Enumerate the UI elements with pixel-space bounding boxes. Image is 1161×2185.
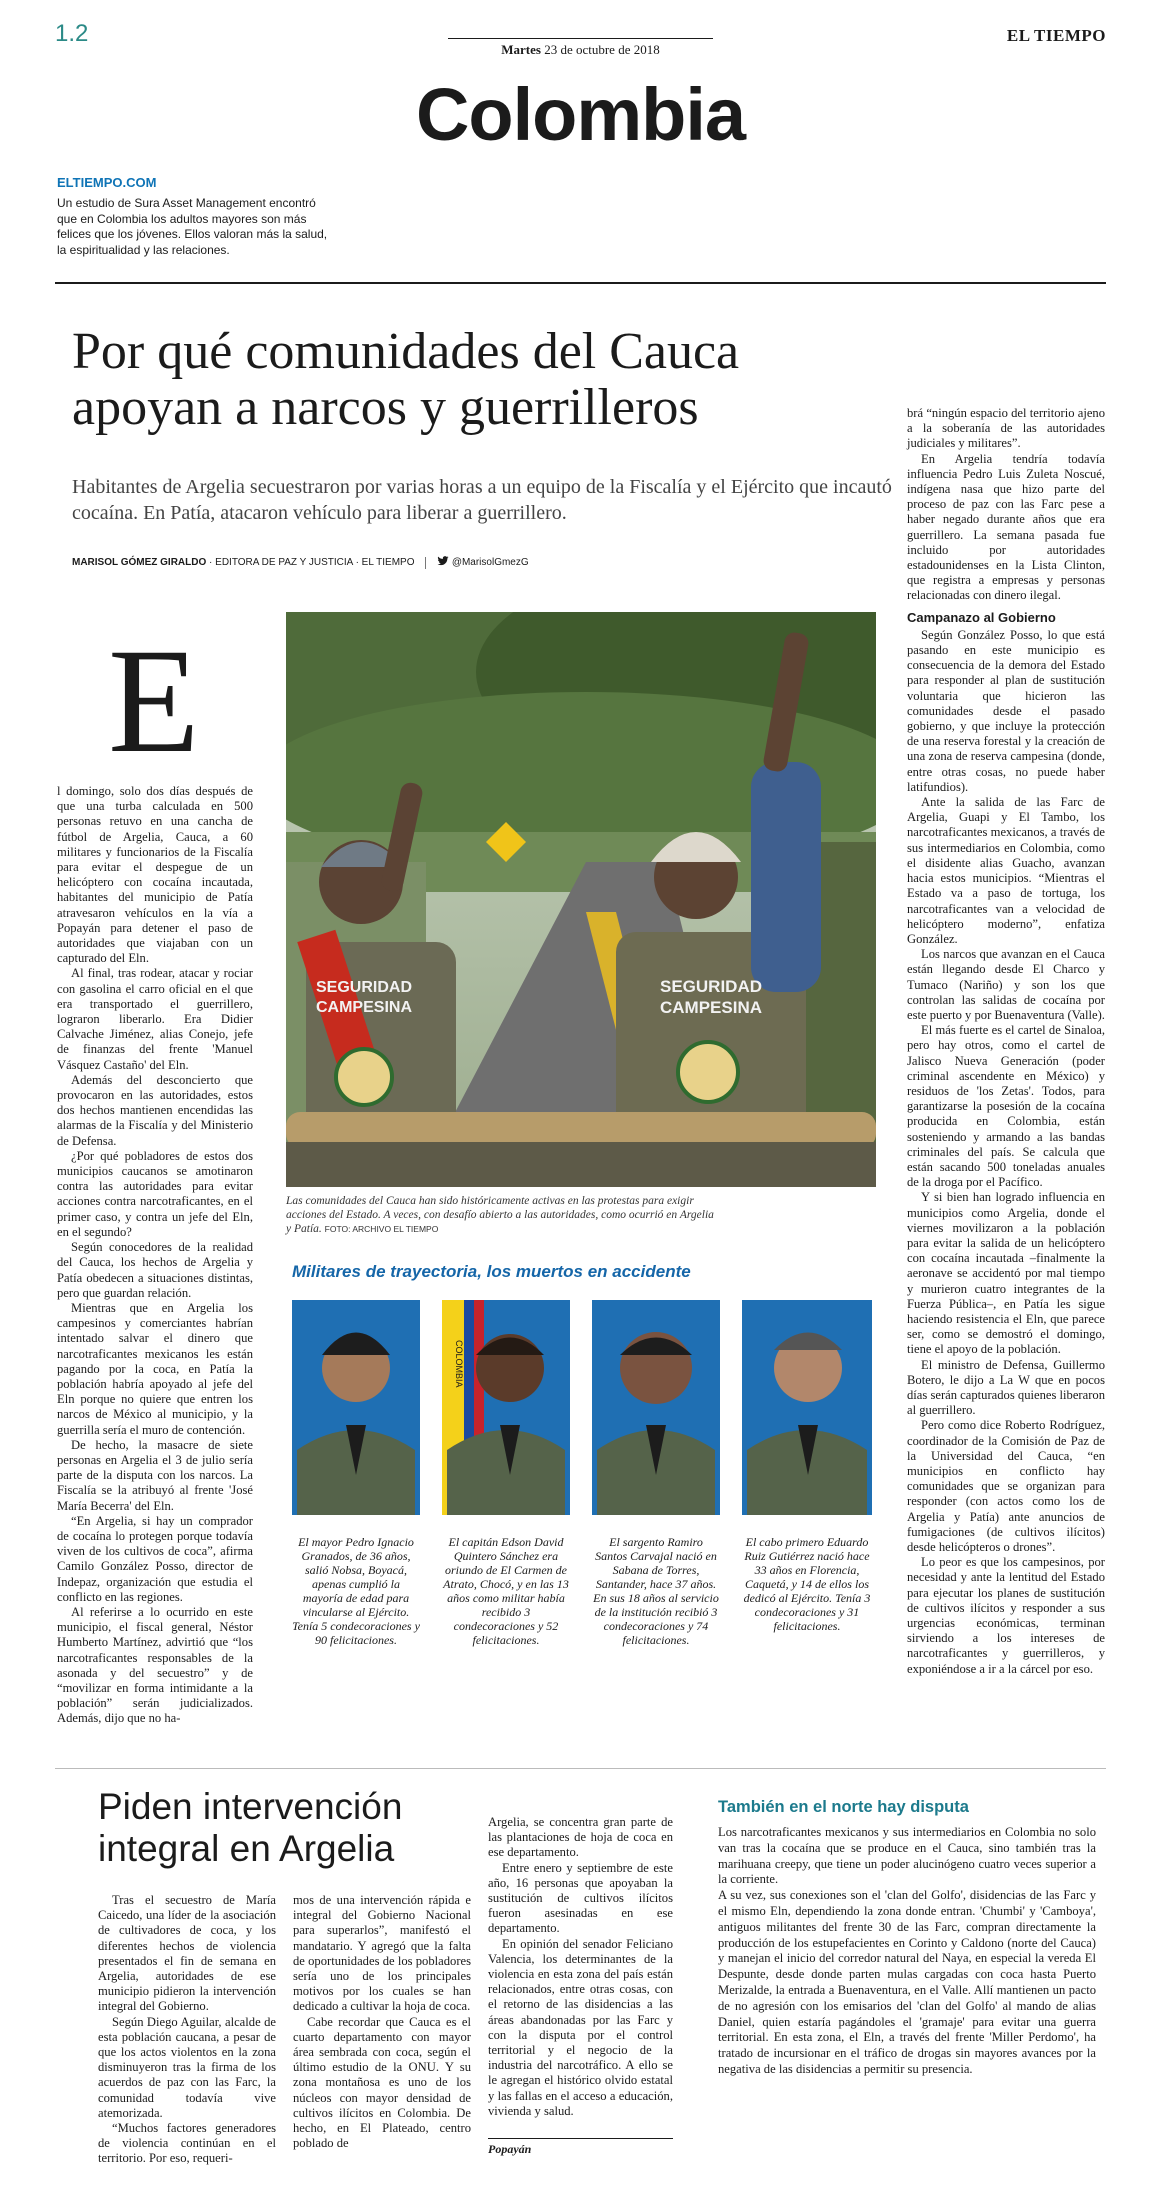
article-title: Por qué comunidades del Cauca apoyan a narcos y guerrilleros: [72, 323, 740, 436]
paragraph: Los narcos que avanzan en el Cauca están llegando desde El Charco y Tumaco (Nariño) y son los que controlan las salidas de cocaína por este puerto y por Buenaventura (Valle).: [907, 947, 1105, 1022]
second-title-line-2: integral en Argelia: [98, 1828, 395, 1869]
main-photo: [286, 612, 876, 1187]
bottom-section-rule: [55, 1768, 1106, 1769]
vest-text-left-1: SEGURIDAD: [315, 979, 413, 996]
sidebar-box: [706, 1790, 1106, 2078]
article-col3: [907, 406, 1105, 1677]
section-title: Colombia: [415, 73, 746, 156]
second-col2: [293, 1893, 471, 2151]
author-role: · EDITORA DE PAZ Y JUSTICIA · EL TIEMPO: [209, 557, 415, 569]
paragraph: En Argelia tendría todavía influencia Pedro Luis Zuleta Noscué, indígena nasa que hizo parte del proceso de paz con las Farc pese a haber negado durante años que era guerrillero. La semana pasada fue incluido por autoridades estadounidenses en la Lista Clinton, que registra a empresas y personas relacionadas con dinero ilegal.: [907, 451, 1105, 603]
vest-text-right-2: CAMPESINA: [659, 998, 763, 1017]
military-section-title: Militares de trayectoria, los muertos en accidente: [292, 1262, 691, 1281]
paragraph: Según conocedores de la realidad del Cauca, los hechos de Argelia y Patía obedecen a situaciones distintas, pero que guardan relación.: [57, 1240, 253, 1300]
paragraph: brá “ningún espacio del territorio ajeno a la soberanía de las autoridades judiciales y militares”.: [907, 406, 1105, 451]
paragraph: Ante la salida de las Farc de Argelia, Guapi y El Tambo, los narcotraficantes mexicanos, a través de sus intermediarios en Colombia, como el disidente alias Guacho, avanzan hacia estos municipios. “Mientras el Estado va a paso de tortuga, los narcotraficantes van a velocidad de helicóptero moderno”, enfatiza González.: [907, 795, 1105, 946]
portrait-4: [742, 1300, 872, 1515]
portrait-1: [292, 1300, 420, 1515]
paragraph: Según Diego Aguilar, alcalde de esta población caucana, a pesar de que los actos violentos en la zona disminuyeron tras la firma de los acuerdos de paz con las Farc, la comunidad todavía vive atemorizada.: [98, 2014, 276, 2120]
sidebar-paragraph: A su vez, sus conexiones son el 'clan del Golfo', disidencias de las Farc y el mismo Eln, dependiendo la zona donde entran. 'Chumbi' y 'Camboya', antiguos militantes del frente 30 de las Farc, compran directamente la producción de los estupefacientes en Corinto y Caldono (norte del Cauca) y manejan el inicio del corredor natural del Naya, en especial la vereda El Despunte, desde donde parten mulas cargadas con coca hasta Puerto Merizalde, la entrada a Buenaventura, en el Valle. Allí mantienen un pacto de no agresión con los emisarios del 'clan del Golfo' al mando de alias Daniel, quien estaría pagándoles el 'gramaje' para evitar una guerra territorial. En esta zona, el Eln, a través del frente 'Miller Perdomo', ha tratado de incursionar en el tráfico de drogas sin mayores avances por la negativa de las disidencias a permitir su presencia.: [718, 1888, 1096, 2076]
dateline-rule: [488, 2138, 673, 2139]
dateline: Popayán: [488, 2142, 532, 2156]
date-line: [448, 38, 713, 58]
military-caption-1: El mayor Pedro Ignacio Granados, de 36 años, salió Nobsa, Boyacá, apenas cumplió la mayoría de edad para vincularse al Ejército. Tenía 5 condecoraciones y 90 felicitaciones.: [292, 1535, 420, 1647]
paragraph: Y si bien han logrado influencia en municipios como Argelia, donde el viernes movilizaron a la población para evitar la salida de un helicóptero con cocaína incautada –finalmente la aeronave se accidentó por mal tiempo y murieron cuatro integrantes de la Fuerza Pública–, en Patía les sigue haciendo resistencia el Eln, que parece ser, como se demostró el domingo, tiene el apoyo de la población.: [907, 1190, 1105, 1357]
paragraph: En opinión del senador Feliciano Valencia, los determinantes de la violencia en esta zona del país están relacionados, entre otras cosas, con el retorno de las disidencias a las áreas abandonadas por las Farc y con la disputa por el control territorial y el negocio de la industria del narcotráfico. A ello se le agregan el histórico olvido estatal y las fallas en el acceso a educación, vivienda y salud.: [488, 1936, 673, 2118]
paragraph: Lo peor es que los campesinos, por necesidad y ante la lentitud del Estado para ejecutar los planes de sustitución de cultivos ilícitos y responder a sus urgencias económicas, terminan sirviendo a los intereses de narcotraficantes y guerrilleros, y exponiéndose a ir a la cárcel por eso.: [907, 1555, 1105, 1676]
date-weekday: Martes: [501, 42, 541, 57]
header-rule: [55, 282, 1106, 284]
vest-text-left-2: CAMPESINA: [315, 999, 413, 1016]
paragraph: El ministro de Defensa, Guillermo Botero, le dijo a La W que en pocos días serán capturados quienes liberaron al guerrillero.: [907, 1357, 1105, 1418]
date-rest: 23 de octubre de 2018: [544, 42, 660, 57]
photo-caption: [286, 1194, 716, 1236]
article-subtitle: Habitantes de Argelia secuestraron por varias horas a un equipo de la Fiscalía y el Ejército que incautó cocaína. En Patía, atacaron vehículo para liberar a guerrillero.: [72, 476, 892, 524]
paragraph: “Muchos factores generadores de violencia continúan en el territorio. Por eso, requeri-: [98, 2121, 276, 2166]
military-caption-2: El capitán Edson David Quintero Sánchez era oriundo de El Carmen de Atrato, Chocó, y en las 13 años como militar había recibido 3 condecoraciones y 52 felicitaciones.: [443, 1535, 569, 1647]
subhead: Campanazo al Gobierno: [907, 609, 1056, 625]
photo-credit: FOTO: ARCHIVO EL TIEMPO: [324, 1224, 439, 1234]
paragraph: l domingo, solo dos días después de que una turba calculada en 500 personas retuvo en una cancha de fútbol de Argelia, Cauca, a 60 militares y funcionarios de la Fiscalía para evitar el despegue de un helicóptero con cocaína incautada, habitantes del municipio de Patía atravesaron vehículos en la vía a Popayán para detener el paso de autoridades que viajaban con un capturado del Eln.: [57, 784, 253, 966]
photo-caption-text: Las comunidades del Cauca han sido históricamente activas en las protestas para exigir acciones del Estado. A veces, con desafío abierto a las autoridades, como ocurrió en Argelia y Patía.: [286, 1195, 714, 1235]
flag-text: COLOMBIA: [454, 1340, 464, 1388]
paragraph: Argelia, se concentra gran parte de las plantaciones de hoja de coca en ese departamento.: [488, 1815, 673, 1860]
byline: [72, 556, 529, 569]
promo-site-link[interactable]: ELTIEMPO.COM: [57, 175, 157, 190]
author-handle[interactable]: @MarisolGmezG: [451, 557, 529, 569]
paragraph: El más fuerte es el cartel de Sinaloa, pero hay otros, como el cartel de Jalisco Nueva Generación (poder criminal ascendente en México) y residuos de 'los Zetas'. Todos, para garantizarse la posesión de la cocaína producida en Colombia, están sosteniendo y armando a las bandas criminales del país. Se calcula que están sacando 500 toneladas anuales de la droga por el Pacífico.: [907, 1023, 1105, 1190]
paragraph: “En Argelia, si hay un comprador de cocaína lo protegen porque todavía viven de los cultivos de coca”, afirma Camilo González Posso, director de Indepaz, organización que estudia el conflicto en las regiones.: [57, 1513, 253, 1604]
dropcap: E: [108, 618, 200, 784]
military-portraits: [292, 1300, 872, 1515]
sidebar-box-title: También en el norte hay disputa: [718, 1798, 969, 1816]
vest-text-right-1: SEGURIDAD: [659, 977, 763, 996]
promo-text: Un estudio de Sura Asset Management encontró que en Colombia los adultos mayores son más felices que los jóvenes. Ellos valoran más la salud, la espiritualidad y las relaciones.: [57, 196, 328, 257]
paragraph: Mientras que en Argelia los campesinos y comerciantes habrían intentado salvar el dinero que narcotraficantes mexicanos les están pagando por la coca, en Patía la población habría apoyado al jefe del Eln porque no quiere que entren los narcos de México al municipio, y la guerrilla sería el muro de contención.: [57, 1300, 253, 1437]
second-col3: [488, 1815, 673, 2119]
military-caption-4: El cabo primero Eduardo Ruiz Gutiérrez nació hace 33 años en Florencia, Caquetá, y 14 de ellos los dedicó al Ejército. Tenía 3 condecoraciones y 31 felicitaciones.: [743, 1535, 871, 1633]
military-caption-3: El sargento Ramiro Santos Carvajal nació en Sabana de Torres, Santander, hace 37 años. En sus 18 años al servicio de la institución recibió 3 condecoraciones y 74 felicitaciones.: [593, 1535, 719, 1647]
paragraph: Al final, tras rodear, atacar y rociar con gasolina el carro oficial en el que era transportado el guerrillero, lograron liberarlo. Era Didier Calvache Jiménez, alias Conejo, jefe de finanzas del frente 'Manuel Vásquez Castaño' del Eln.: [57, 966, 253, 1072]
second-col1: [98, 1893, 276, 2167]
paragraph: De hecho, la masacre de siete personas en Argelia el 3 de julio sería parte de la disputa con los narcos. La Fiscalía se la atribuyó al frente 'José María Becerra' del Eln.: [57, 1437, 253, 1513]
paragraph: ¿Por qué pobladores de estos dos municipios caucanos se amotinaron contra las autoridades para evitar acciones contra narcotraficantes, en el primer caso, y contra un jefe del Eln, en el segundo?: [57, 1148, 253, 1239]
twitter-icon: [437, 556, 449, 569]
paragraph: Tras el secuestro de María Caicedo, una líder de la asociación de cultivadores de coca, y los diferentes hechos de violencia presentados el fin de semana en Argelia, autoridades de ese municipio pidieron la intervención integral del Gobierno.: [98, 1893, 276, 2014]
sidebar-paragraph: Los narcotraficantes mexicanos y sus intermediarios en Colombia no solo van tras la cocaína que se produce en el Cauca, sino también tras la marihuana creepy, que tiene un poder alucinógeno cuatro veces superior a la corriente.: [718, 1825, 1096, 1887]
paragraph: Pero como dice Roberto Rodríguez, coordinador de la Comisión de Paz de la Universidad del Cauca, “en municipios en conflicto hay comunidades que se organizan para responder (con actos como los de Argelia y Patía) ante anuncios de fumigaciones (de cultivos ilícitos) desde helicópteros o drones”.: [907, 1418, 1105, 1555]
portrait-3: [592, 1300, 720, 1515]
paragraph: Al referirse a lo ocurrido en este municipio, el fiscal general, Néstor Humberto Martínez, advirtió que “los narcotraficantes responsables de la asonada y del secuestro” y de “movilizar en forma intimidante a la población” serán judicializados. Además, dijo que no ha-: [57, 1604, 253, 1726]
paragraph: Según González Posso, lo que está pasando en este municipio es consecuencia de la demora del Estado para responder al plan de sustitución voluntaria que hicieron las comunidades desde el pasado gobierno, y que incluye la protección de una reserva forestal y la creación de una zona de reserva campesina (donde, entre otras cosas, no puede haber latifundios).: [907, 627, 1105, 794]
second-article-title: [98, 1786, 478, 1870]
masthead-logo: EL TIEMPO: [1006, 26, 1106, 45]
paragraph: mos de una intervención rápida e integral del Gobierno Nacional para superarlos”, manifestó el mandatario. Y agregó que la falta de oportunidades de los pobladores sería uno de los principales motivos por los cuales se han dedicado a cultivar la hoja de coca.: [293, 1893, 471, 2014]
paragraph: Además del desconcierto que provocaron en las autoridades, estos dos hechos mantienen encendidas las alarmas de la Fiscalía y del Ministerio de Defensa.: [57, 1072, 253, 1148]
portrait-2: [442, 1300, 570, 1515]
paragraph: Cabe recordar que Cauca es el cuarto departamento con mayor área sembrada con coca, según el último estudio de la ONU. Y su zona montañosa es uno de los núcleos con mayor densidad de cultivos ilícitos en Colombia. De hecho, en El Plateado, centro poblado de: [293, 2014, 471, 2151]
paragraph: Entre enero y septiembre de este año, 16 personas que apoyaban la sustitución de cultivos ilícitos fueron asesinadas en ese departamento.: [488, 1860, 673, 1936]
second-title-line-1: Piden intervención: [98, 1786, 403, 1827]
page-number: 1.2: [55, 20, 89, 47]
article-col1: [57, 784, 253, 1727]
author-name: MARISOL GÓMEZ GIRALDO: [72, 557, 207, 569]
